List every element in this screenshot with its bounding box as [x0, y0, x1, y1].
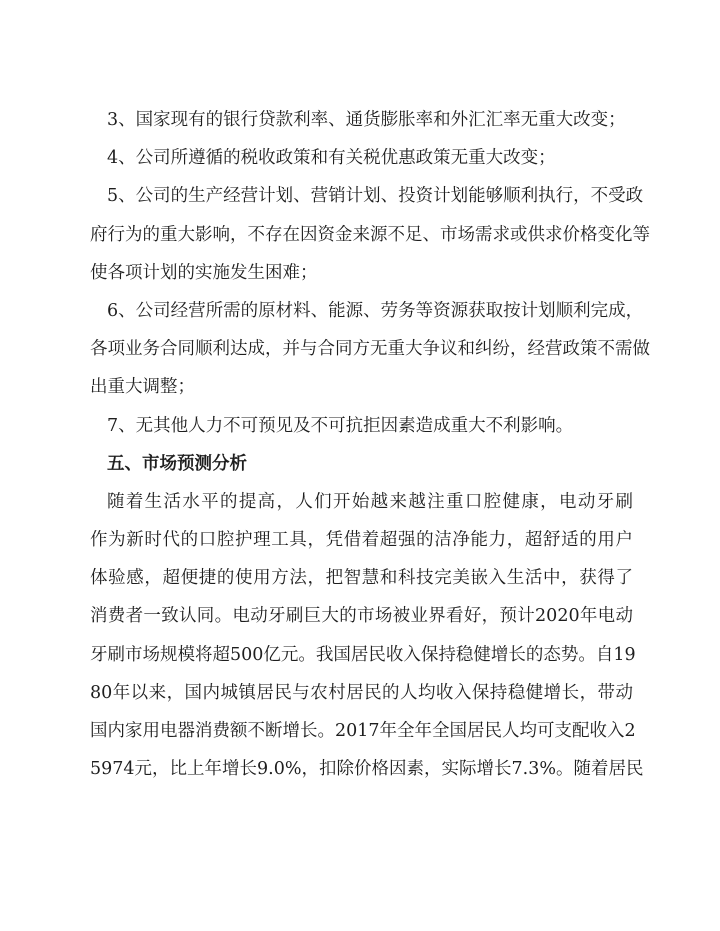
paragraph — [90, 411, 633, 449]
text-line: 5、公司的生产经营计划、营销计划、投资计划能够顺利执行，不受政 — [107, 186, 644, 207]
text-line: 80年以来，国内城镇居民与农村居民的人均收入保持稳健增长，带动 — [90, 682, 633, 703]
paragraph — [90, 143, 633, 181]
text-line: 5974元，比上年增长9.0%，扣除价格因素，实际增长7.3%。随着居民 — [90, 759, 644, 780]
text-line: 作为新时代的口腔护理工具，凭借着超强的洁净能力，超舒适的用户 — [90, 530, 633, 551]
text-line: 6、公司经营所需的原材料、能源、劳务等资源获取按计划顺利完成， — [107, 300, 644, 321]
paragraph — [90, 181, 650, 296]
text-line: 各项业务合同顺利达成，并与合同方无重大争议和纠纷，经营政策不需做 — [90, 339, 650, 360]
text-line: 牙刷市场规模将超500亿元。我国居民收入保持稳健增长的态势。自19 — [90, 644, 636, 665]
text-line: 五、市场预测分析 — [107, 453, 247, 474]
paragraph — [90, 296, 650, 411]
paragraph — [90, 487, 644, 793]
text-line: 出重大调整； — [90, 377, 195, 398]
paragraph — [90, 105, 633, 143]
text-line: 消费者一致认同。电动牙刷巨大的市场被业界看好，预计2020年电动 — [90, 606, 633, 627]
text-line: 3、国家现有的银行贷款利率、通货膨胀率和外汇汇率无重大改变； — [107, 110, 626, 130]
text-line: 府行为的重大影响，不存在因资金来源不足、市场需求或供求价格变化等 — [90, 224, 650, 245]
text-line: 体验感，超便捷的使用方法，把智慧和科技完美嵌入生活中，获得了 — [90, 568, 633, 589]
text-line: 使各项计划的实施发生困难； — [90, 262, 318, 283]
text-line: 7、无其他人力不可预见及不可抗拒因素造成重大不利影响。 — [107, 415, 574, 436]
text-line: 随着生活水平的提高，人们开始越来越注重口腔健康，电动牙刷 — [107, 491, 633, 512]
text-line: 国内家用电器消费额不断增长。2017年全年全国居民人均可支配收入2 — [90, 721, 636, 741]
section-heading — [90, 449, 633, 487]
text-line: 4、公司所遵循的税收政策和有关税优惠政策无重大改变； — [107, 148, 556, 169]
document-page — [90, 105, 650, 792]
